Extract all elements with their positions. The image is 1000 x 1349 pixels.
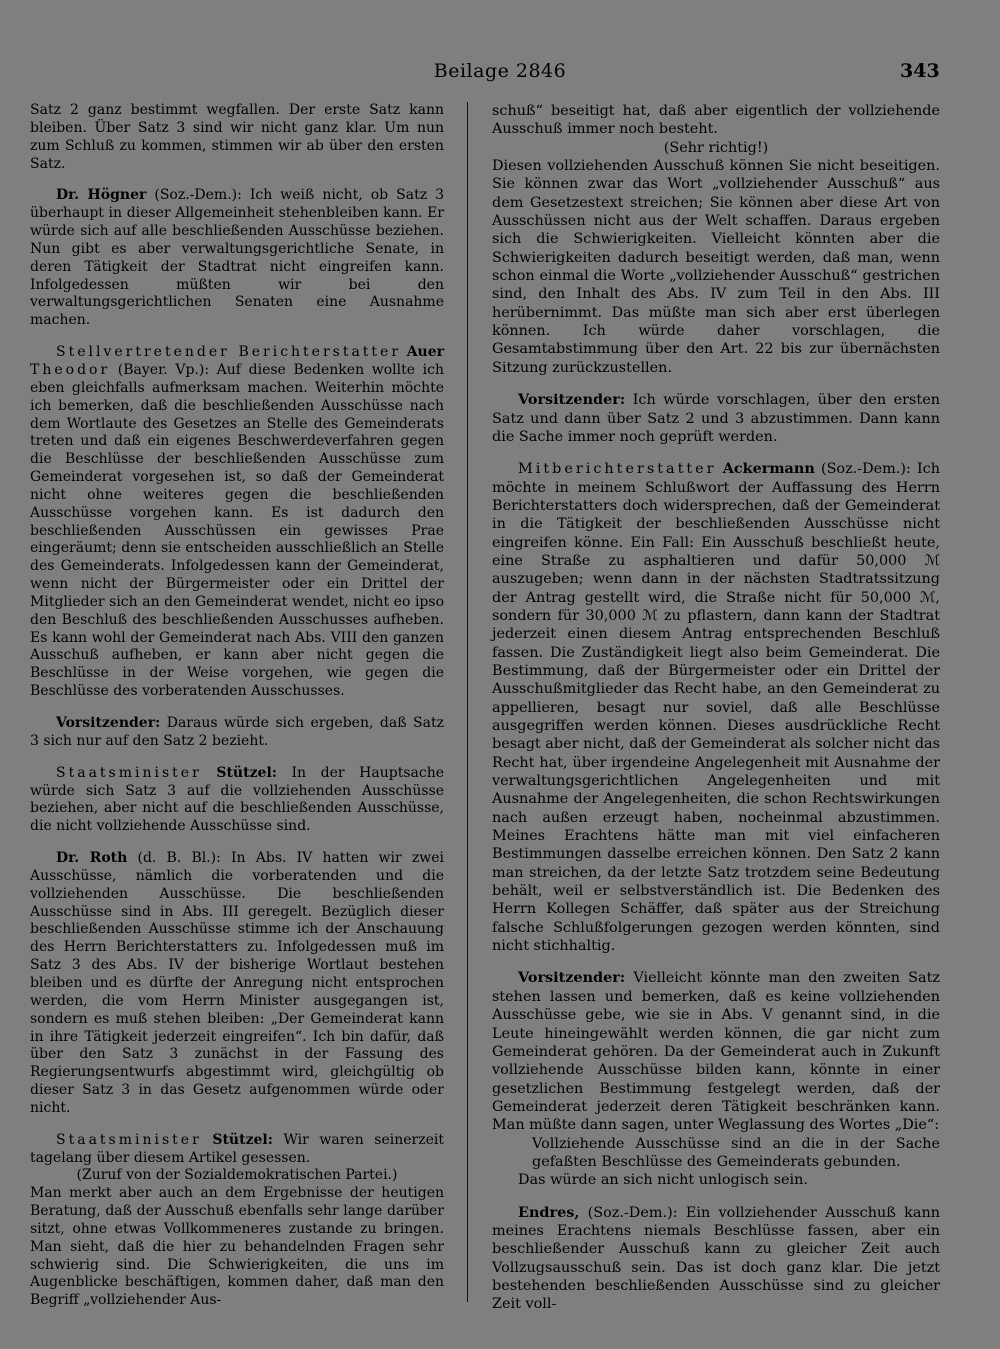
speech-text: (Soz.-Dem.): Ich möchte in meinem Schlußwort der Auffassung des Herrn Berichterstatters doch widersprechen, daß der Gemeinderat in die Tätigkeit der beschließenden Ausschüsse nicht eingreifen könne. Ein Fall: Ein Ausschuß beschließt heute, eine Straße zu asphaltieren und dafür 50,000 ℳ auszugeben; wenn dann in der nächsten Stadtratssitzung der Antrag gestellt wird, die Straße nicht für 50,000 ℳ, sondern für 30,000 ℳ zu pflastern, dann kann der Stadtrat jederzeit einen diesem Antrag entsprechenden Beschluß fassen. Die Zuständigkeit liegt also beim Gemeinderat. Die Bestimmung, daß der Bürgermeister oder ein Drittel der Ausschußmitglieder das Recht habe, an den Gemeinderat zu appellieren, besagt nur soviel, daß alle Beschlüsse ausgegriffen werden können. Dieses ausdrückliche Recht besagt aber nicht, daß der Gemeinderat als solcher nicht das Recht hat, über irgendeine Angelegenheit mit Ausnahme der verwaltungsgerichtlichen Angelegenheiten und mit Ausnahme der Angelegenheiten, die schon Rechtswirkungen nach außen erzeugt haben, nocheinmal abzustimmen. Meines Erachtens hätte man mit viel einfacheren Bestimmungen dasselbe erreichen können. Den Satz 2 kann man streichen, da der letzte Satz trotzdem seine Bedeutung behält, weil er selbstverständlich ist. Die Bedenken des Herrn Kollegen Schäffer, daß später aus der Streichung falsche Schlußfolgerungen gezogen werden könnten, sind nicht stichhaltig. xyxy=(492,461,940,955)
speaker-name: Vorsitzender: xyxy=(518,969,626,987)
speech-text: Daraus würde sich ergeben, daß Satz 3 sich nur auf den Satz 2 bezieht. xyxy=(30,715,444,749)
speaker-role: Mitberichterstatter xyxy=(518,461,717,478)
quoted-proposal: Vollziehende Ausschüsse sind an die in der Sache gefaßten Beschlüsse des Gemeinderats gebunden. xyxy=(532,1135,940,1170)
left-column xyxy=(30,102,444,1310)
speech-paragraph xyxy=(30,715,444,751)
speech-continuation: Das würde an sich nicht unlogisch sein. xyxy=(518,1172,808,1189)
speech-text: Wir waren seinerzeit tagelang über diesem Artikel gesessen. xyxy=(30,1131,444,1166)
speech-paragraph xyxy=(30,1132,444,1168)
speech-continuation: Man merkt aber auch an dem Ergebnisse der heutigen Beratung, daß der Ausschuß ebenfalls sehr lange darüber sitzt, ohne etwas Vollkommeneres zustande zu bringen. Man sieht, daß die hier zu behandelnden Fragen sehr schwierig sind. Die Schwierigkeiten, die uns im Augenblicke beschäftigen, kommen daher, daß man den Begriff „vollziehender Aus- xyxy=(30,1185,444,1309)
speech-text: Vielleicht könnte man den zweiten Satz stehen lassen und bemerken, daß es keine vollziehenden Ausschüsse gebe, wie sie in Abs. V genannt sind, in die Leute hineingewählt werden können, die gar nicht zum Gemeinderat gehören. Da der Gemeinderat auch in Zukunft vollziehende Ausschüsse bilden kann, könnte in einer gesetzlichen Bestimmung festgelegt werden, daß der Gemeinderat jederzeit deren Tätigkeit beschränken kann. Man müßte dann sagen, unter Weglassung des Wortes „Die“: xyxy=(492,970,940,1134)
speaker-name: Ackermann xyxy=(722,460,815,478)
speech-paragraph xyxy=(492,1204,940,1314)
speaker-role: Staatsminister xyxy=(56,764,202,781)
speaker-firstname: Theodor xyxy=(30,361,111,378)
speech-paragraph xyxy=(30,850,444,1118)
speech-text: Ich würde vorschlagen, über den ersten Satz und dann über Satz 2 und 3 abzustimmen. Dann kann die Sache immer noch geprüft werden. xyxy=(492,392,940,445)
speech-paragraph xyxy=(30,187,444,330)
speaker-name: Stützel: xyxy=(212,1131,273,1148)
speaker-name: Vorsitzender: xyxy=(56,715,161,731)
column-divider xyxy=(467,102,468,1302)
speech-text: (Soz.-Dem.): Ein vollziehender Ausschuß kann meines Erachtens niemals Beschlüsse fassen, aber ein beschließender Ausschuß kann zu gleicher Zeit auch Vollzugsausschuß sein. Das ist doch ganz klar. Die jetzt bestehenden beschließenden Ausschüsse sind zu gleicher Zeit voll- xyxy=(492,1204,940,1313)
paragraph: schuß“ beseitigt hat, daß aber eigentlich der vollziehende Ausschuß immer noch besteht. xyxy=(492,103,940,138)
speech-paragraph xyxy=(492,391,940,446)
speech-text: (Soz.-Dem.): Ich weiß nicht, ob Satz 3 überhaupt in dieser Allgemeinheit stehenbleiben kann. Er würde sich auf alle beschließenden Ausschüsse beziehen. Nun gibt es aber verwaltungsgerichtliche Senate, in deren Tätigkeit der Stadtrat nicht eingreifen kann. Infolgedessen müßten wir bei den verwaltungsgerichtlichen Senaten eine Ausnahme machen. xyxy=(30,187,444,329)
speech-paragraph xyxy=(30,765,444,836)
speaker-name: Endres, xyxy=(518,1203,580,1221)
speech-text: (Bayer. Vp.): Auf diese Bedenken wollte ich eben gleichfalls aufmerksam machen. Weiterhin möchte ich bemerken, daß die beschließenden Ausschüsse nach dem Wortlaute des Gesetzes an Stelle des Gemeinderats treten und daß ein eigenes Beschwerdeverfahren gegen die Beschlüsse der beschließenden Ausschüsse zum Gemeinderat vorgesehen ist, so daß der Gemeinderat nicht ohne weiteres gegen die beschließenden Ausschüsse vorgehen kann. Es ist dadurch den beschließenden Ausschüssen ein gewisses Prae eingeräumt; denn sie entscheiden ausschließlich an Stelle des Gemeinderats. Infolgedessen kann der Gemeinderat, wenn nicht der Bürgermeister oder ein Drittel der Mitglieder sich an den Gemeinderat wendet, nicht eo ipso den Beschluß des beschließenden Ausschusses aufheben. Es kann wohl der Gemeinderat nach Abs. VIII den ganzen Ausschuß aufheben, er kann aber nicht gegen die Beschlüsse in der Weise vorgehen, wie gegen die Beschlüsse des vorberatenden Ausschusses. xyxy=(30,361,444,700)
speech-paragraph xyxy=(492,969,940,1134)
speech-paragraph xyxy=(492,460,940,955)
speaker-name: Dr. Högner xyxy=(56,187,147,204)
right-column xyxy=(492,102,940,1314)
speech-paragraph xyxy=(30,344,444,701)
speech-text: In der Hauptsache würde sich Satz 3 auf die vollziehenden Ausschüsse beziehen, aber nicht auf die beschließenden Ausschüsse, die nicht vollziehende Ausschüsse sind. xyxy=(30,764,445,835)
speaker-name: Dr. Roth xyxy=(56,850,128,867)
speaker-name: Vorsitzender: xyxy=(518,391,626,409)
page-number: 343 xyxy=(900,60,940,82)
speech-continuation: Diesen vollziehenden Ausschuß können Sie nicht beseitigen. Sie können zwar das Wort „vollziehender Ausschuß“ aus dem Gesetzestext streichen; Sie können aber diese Art von Ausschüssen nicht aus der Welt schaffen. Daraus ergeben sich die Schwierigkeiten. Vielleicht könnten aber die Schwierigkeiten dadurch beseitigt werden, daß man, wenn schon einmal die Worte „vollziehender Ausschuß“ gestrichen sind, den Inhalt des Abs. IV zum Teil in den Abs. III herübernimmt. Das müßte man sich aber erst überlegen können. Ich würde daher vorschlagen, die Gesamtabstimmung über den Art. 22 bis zur übernächsten Sitzung zurückzustellen. xyxy=(492,158,940,376)
paragraph: Satz 2 ganz bestimmt wegfallen. Der erste Satz kann bleiben. Über Satz 3 sind wir nicht ganz klar. Um nun zum Schluß zu kommen, stimmen wir ab über den ersten Satz. xyxy=(30,102,444,172)
interjection: (Zuruf von der Sozialdemokratischen Partei.) xyxy=(76,1167,398,1184)
speaker-role: Stellvertretender Berichterstatter xyxy=(56,344,402,361)
running-header-title: Beilage 2846 xyxy=(433,60,567,82)
speaker-name: Stützel: xyxy=(216,764,277,781)
speaker-name: Auer xyxy=(406,344,445,361)
speech-text: (d. B. Bl.): In Abs. IV hatten wir zwei Ausschüsse, nämlich die vorberatenden und die vollziehenden Ausschüsse. Die beschließenden Ausschüsse sind in Abs. III geregelt. Bezüglich dieser beschließenden Ausschüsse stimme ich der Anschauung des Herrn Berichterstatters zu. Infolgedessen muß im Satz 3 des Abs. IV der bisherige Wortlaut bestehen bleiben und es dürfte der Anregung nicht entsprochen werden, die vom Herrn Minister ausgegangen ist, sondern es muß stehen bleiben: „Der Gemeinderat kann in ihre Tätigkeit jederzeit eingreifen“. Ich bin dafür, daß über den Satz 3 zunächst in der Fassung des Regierungsentwurfs abgestimmt wird, gleichgültig ob dieser Satz 3 in das Gesetz aufgenommen würde oder nicht. xyxy=(30,850,444,1116)
speaker-role: Staatsminister xyxy=(56,1131,202,1148)
interjection: (Sehr richtig!) xyxy=(663,139,769,156)
